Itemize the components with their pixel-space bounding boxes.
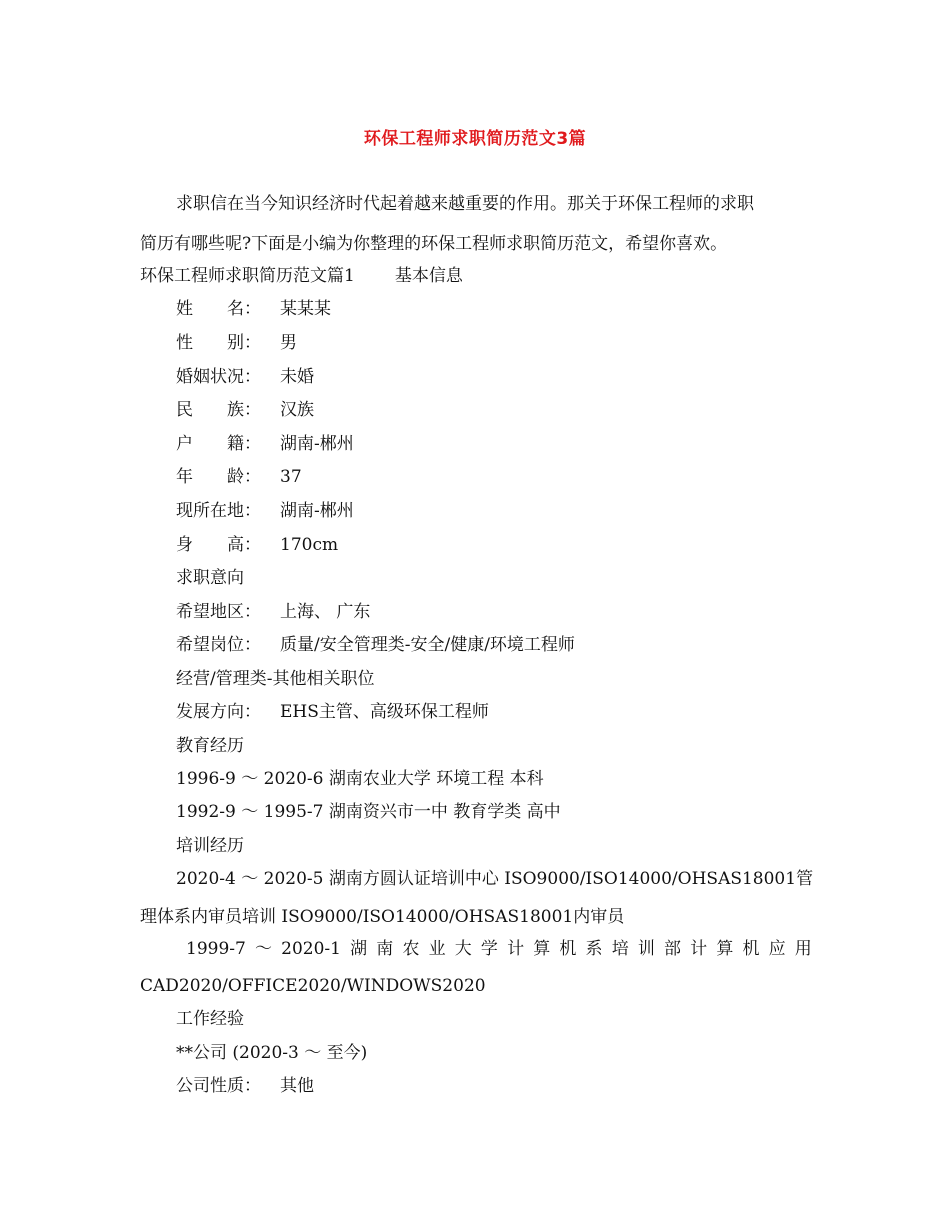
intent-value: 上海、 广东 <box>280 602 371 622</box>
basic-info-row <box>176 534 338 556</box>
basic-info-value: 汉族 <box>280 400 314 420</box>
basic-info-row <box>176 500 354 522</box>
training-item-2-line-2: CAD2020/OFFICE2020/WINDOWS2020 <box>140 976 486 996</box>
education-item: 1992-9 ～ 1995-7 湖南资兴市一中 教育学类 高中 <box>176 802 561 822</box>
intro-paragraph-line-1: 求职信在当今知识经济时代起着越来越重要的作用。那关于环保工程师的求职 <box>176 194 754 214</box>
document-title: 环保工程师求职简历范文3篇 <box>363 129 587 149</box>
education-item: 1996-9 ～ 2020-6 湖南农业大学 环境工程 本科 <box>176 769 544 789</box>
training-heading: 培训经历 <box>176 836 244 856</box>
training-item-2-char: 大 <box>454 939 472 959</box>
training-item-2-char: 业 <box>428 939 446 959</box>
basic-info-row <box>176 298 331 320</box>
basic-info-value: 170cm <box>280 535 339 555</box>
basic-info-row <box>176 366 314 388</box>
training-item-2-char: 应 <box>768 939 786 959</box>
basic-info-label: 年 龄： <box>176 467 261 487</box>
basic-info-label: 婚姻状况： <box>176 367 261 387</box>
training-item-2-char: 1999-7 <box>186 939 246 959</box>
intent-row <box>176 701 489 723</box>
basic-info-value: 男 <box>280 333 297 353</box>
education-heading: 教育经历 <box>176 736 244 756</box>
basic-info-label: 户 籍： <box>176 434 261 454</box>
basic-info-label: 身 高： <box>176 535 261 555</box>
intent-label: 发展方向： <box>176 702 261 722</box>
basic-info-value: 某某某 <box>280 299 331 319</box>
basic-info-label: 姓 名： <box>176 299 261 319</box>
training-item-2-char: ～ <box>254 939 272 959</box>
basic-info-value: 湖南-郴州 <box>280 501 354 521</box>
training-item-2-char: 机 <box>742 939 760 959</box>
intent-label: 希望地区： <box>176 602 261 622</box>
intent-extra: 经营/管理类-其他相关职位 <box>176 669 375 689</box>
intro-paragraph-line-2: 简历有哪些呢?下面是小编为你整理的环保工程师求职简历范文，希望你喜欢。 <box>140 234 728 254</box>
work-heading: 工作经验 <box>176 1009 244 1029</box>
basic-info-row <box>176 399 314 421</box>
training-item-2-char: 计 <box>507 939 525 959</box>
work-nature-label: 公司性质： <box>176 1076 261 1096</box>
work-nature-value: 其他 <box>280 1076 314 1096</box>
training-item-2-char: 训 <box>637 939 655 959</box>
basic-info-value: 湖南-郴州 <box>280 434 354 454</box>
section-1-heading: 环保工程师求职简历范文篇1 <box>140 266 355 286</box>
training-item-1-line-2: 理体系内审员培训 ISO9000/ISO14000/OHSAS18001内审员 <box>140 907 625 927</box>
training-item-2-char: 算 <box>533 939 551 959</box>
training-item-2-char: 算 <box>716 939 734 959</box>
training-item-2-char: 农 <box>402 939 420 959</box>
basic-info-row <box>176 466 302 488</box>
work-company: **公司 (2020-3 ～ 至今) <box>176 1043 368 1063</box>
basic-info-value: 未婚 <box>280 367 314 387</box>
training-item-2-line-1 <box>186 938 812 960</box>
training-item-2-char: 学 <box>480 939 498 959</box>
basic-info-heading: 基本信息 <box>394 266 463 286</box>
training-item-2-char: 南 <box>376 939 394 959</box>
intent-row <box>176 634 575 656</box>
intent-label: 希望岗位： <box>176 635 261 655</box>
basic-info-value: 37 <box>280 467 302 487</box>
training-item-2-char: 用 <box>794 939 812 959</box>
training-item-2-char: 计 <box>690 939 708 959</box>
intent-row <box>176 601 370 623</box>
work-nature-row <box>176 1075 314 1097</box>
training-item-2-char: 部 <box>664 939 681 959</box>
basic-info-label: 现所在地： <box>176 501 261 521</box>
basic-info-label: 民 族： <box>176 400 261 420</box>
intent-value: 质量/安全管理类-安全/健康/环境工程师 <box>280 635 575 655</box>
training-item-2-char: 湖 <box>350 939 368 959</box>
basic-info-row <box>176 332 297 354</box>
basic-info-row <box>176 433 354 455</box>
training-item-2-char: 2020-1 <box>281 939 341 959</box>
training-item-2-char: 培 <box>611 939 629 959</box>
intent-heading: 求职意向 <box>176 568 244 588</box>
training-item-1-line-1: 2020-4 ～ 2020-5 湖南方圆认证培训中心 ISO9000/ISO14000/OHSAS18001管 <box>176 869 814 889</box>
training-item-2-char: 机 <box>559 939 577 959</box>
basic-info-label: 性 别： <box>176 333 261 353</box>
training-item-2-char: 系 <box>585 939 603 959</box>
section-1-heading-row <box>140 265 463 287</box>
intent-value: EHS主管、高级环保工程师 <box>280 702 489 722</box>
